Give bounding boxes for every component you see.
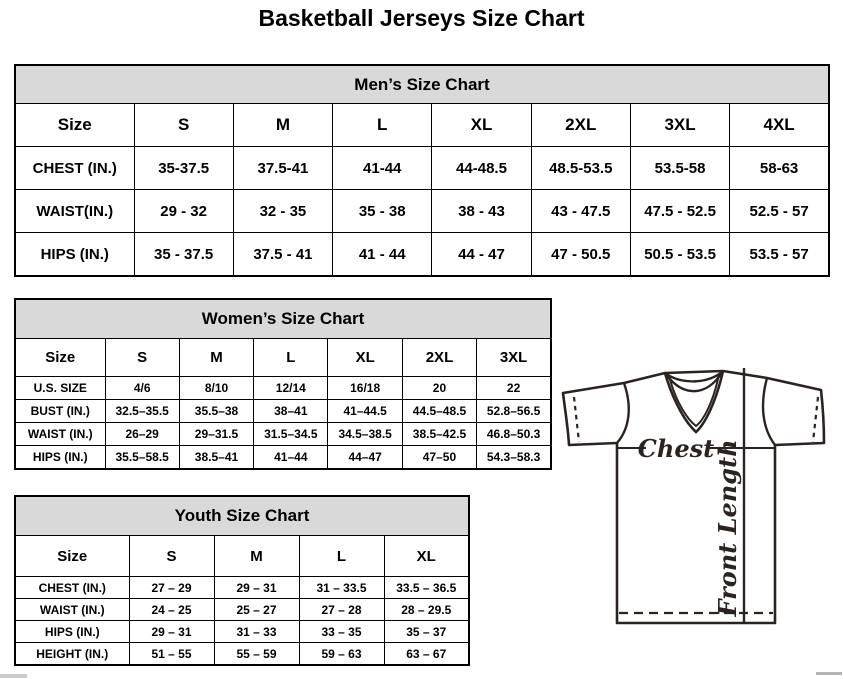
table-row: [15, 377, 551, 400]
size-cell: 41–44.5: [328, 400, 402, 423]
size-cell: 16/18: [328, 377, 402, 400]
size-cell: 48.5-53.5: [531, 147, 630, 190]
column-header: Size: [15, 536, 129, 577]
table-row: [15, 621, 469, 643]
column-header: L: [299, 536, 384, 577]
column-header: L: [333, 104, 432, 147]
column-header: XL: [432, 104, 531, 147]
size-cell: 50.5 - 53.5: [630, 233, 729, 277]
column-header: XL: [328, 339, 402, 377]
size-cell: 55 – 59: [214, 643, 299, 666]
size-cell: 29 – 31: [129, 621, 214, 643]
size-cell: 52.5 - 57: [730, 190, 829, 233]
womens-table-title: Women’s Size Chart: [15, 299, 551, 339]
size-cell: 35 – 37: [384, 621, 469, 643]
size-cell: 41 - 44: [333, 233, 432, 277]
size-cell: 38.5–41: [179, 446, 253, 470]
size-cell: 53.5 - 57: [730, 233, 829, 277]
size-cell: 27 – 29: [129, 577, 214, 599]
mens-table-title: Men’s Size Chart: [15, 65, 829, 104]
size-cell: 44.5–48.5: [402, 400, 476, 423]
size-cell: 51 – 55: [129, 643, 214, 666]
mens-size-table: [14, 64, 830, 277]
size-cell: 54.3–58.3: [477, 446, 551, 470]
size-cell: 35 - 38: [333, 190, 432, 233]
column-header: 2XL: [531, 104, 630, 147]
table-row: [15, 599, 469, 621]
column-header: Size: [15, 339, 105, 377]
row-label: HIPS (IN.): [15, 233, 134, 277]
size-cell: 37.5-41: [233, 147, 332, 190]
size-cell: 35.5–38: [179, 400, 253, 423]
table-row: [15, 643, 469, 666]
size-cell: 38.5–42.5: [402, 423, 476, 446]
size-cell: 38 - 43: [432, 190, 531, 233]
size-cell: 58-63: [730, 147, 829, 190]
row-label: WAIST(IN.): [15, 190, 134, 233]
table-header-row: [15, 104, 829, 147]
womens-size-table: [14, 298, 552, 470]
size-cell: 26–29: [105, 423, 179, 446]
size-cell: 31 – 33.5: [299, 577, 384, 599]
column-header: M: [233, 104, 332, 147]
size-cell: 59 – 63: [299, 643, 384, 666]
column-header: S: [129, 536, 214, 577]
table-row: [15, 400, 551, 423]
column-header: 3XL: [477, 339, 551, 377]
table-row: [15, 233, 829, 277]
size-cell: 24 – 25: [129, 599, 214, 621]
size-cell: 34.5–38.5: [328, 423, 402, 446]
column-header: M: [179, 339, 253, 377]
column-header: 2XL: [402, 339, 476, 377]
size-cell: 43 - 47.5: [531, 190, 630, 233]
row-label: HIPS (IN.): [15, 621, 129, 643]
column-header: Size: [15, 104, 134, 147]
size-cell: 31 – 33: [214, 621, 299, 643]
size-cell: 63 – 67: [384, 643, 469, 666]
column-header: XL: [384, 536, 469, 577]
column-header: 3XL: [630, 104, 729, 147]
size-cell: 44-48.5: [432, 147, 531, 190]
size-cell: 20: [402, 377, 476, 400]
size-cell: 22: [477, 377, 551, 400]
size-cell: 47 - 50.5: [531, 233, 630, 277]
size-cell: 33.5 – 36.5: [384, 577, 469, 599]
size-cell: 31.5–34.5: [254, 423, 328, 446]
table-header-row: [15, 339, 551, 377]
size-cell: 53.5-58: [630, 147, 729, 190]
horizontal-scrollbar-fragment[interactable]: [816, 672, 842, 675]
table-row: [15, 577, 469, 599]
jersey-measurement-diagram: [556, 356, 842, 632]
column-header: M: [214, 536, 299, 577]
size-cell: 27 – 28: [299, 599, 384, 621]
size-cell: 33 – 35: [299, 621, 384, 643]
size-cell: 29–31.5: [179, 423, 253, 446]
horizontal-scrollbar-fragment[interactable]: [0, 674, 27, 678]
table-row: [15, 147, 829, 190]
chest-label: Chest: [637, 434, 715, 463]
size-cell: 32.5–35.5: [105, 400, 179, 423]
table-row: [15, 190, 829, 233]
size-cell: 32 - 35: [233, 190, 332, 233]
column-header: 4XL: [730, 104, 829, 147]
right-sleeve-seam: [763, 378, 775, 445]
row-label: U.S. SIZE: [15, 377, 105, 400]
column-header: L: [254, 339, 328, 377]
page-title: Basketball Jerseys Size Chart: [258, 5, 585, 31]
size-cell: 35 - 37.5: [134, 233, 233, 277]
size-cell: 38–41: [254, 400, 328, 423]
table-row: [15, 423, 551, 446]
size-cell: 35.5–58.5: [105, 446, 179, 470]
left-sleeve-seam: [617, 383, 629, 443]
table-row: [15, 446, 551, 470]
size-cell: 41-44: [333, 147, 432, 190]
row-label: HEIGHT (IN.): [15, 643, 129, 666]
size-cell: 35-37.5: [134, 147, 233, 190]
right-cuff-stitch-line: [813, 397, 818, 442]
size-cell: 37.5 - 41: [233, 233, 332, 277]
column-header: S: [105, 339, 179, 377]
size-cell: 44–47: [328, 446, 402, 470]
size-cell: 4/6: [105, 377, 179, 400]
front-length-label: Front Length: [713, 439, 742, 617]
jersey-outline: [563, 371, 824, 623]
row-label: CHEST (IN.): [15, 577, 129, 599]
size-cell: 47.5 - 52.5: [630, 190, 729, 233]
table-header-row: [15, 536, 469, 577]
size-cell: 29 - 32: [134, 190, 233, 233]
size-cell: 41–44: [254, 446, 328, 470]
size-cell: 44 - 47: [432, 233, 531, 277]
row-label: WAIST (IN.): [15, 423, 105, 446]
size-cell: 52.8–56.5: [477, 400, 551, 423]
left-cuff-stitch-line: [574, 397, 579, 442]
size-cell: 28 – 29.5: [384, 599, 469, 621]
youth-table-title: Youth Size Chart: [15, 496, 469, 536]
column-header: S: [134, 104, 233, 147]
row-label: CHEST (IN.): [15, 147, 134, 190]
size-cell: 25 – 27: [214, 599, 299, 621]
size-cell: 12/14: [254, 377, 328, 400]
size-cell: 29 – 31: [214, 577, 299, 599]
size-cell: 47–50: [402, 446, 476, 470]
size-cell: 46.8–50.3: [477, 423, 551, 446]
row-label: BUST (IN.): [15, 400, 105, 423]
row-label: WAIST (IN.): [15, 599, 129, 621]
size-cell: 8/10: [179, 377, 253, 400]
row-label: HIPS (IN.): [15, 446, 105, 470]
collar-v-outer: [665, 371, 723, 432]
youth-size-table: [14, 495, 470, 666]
